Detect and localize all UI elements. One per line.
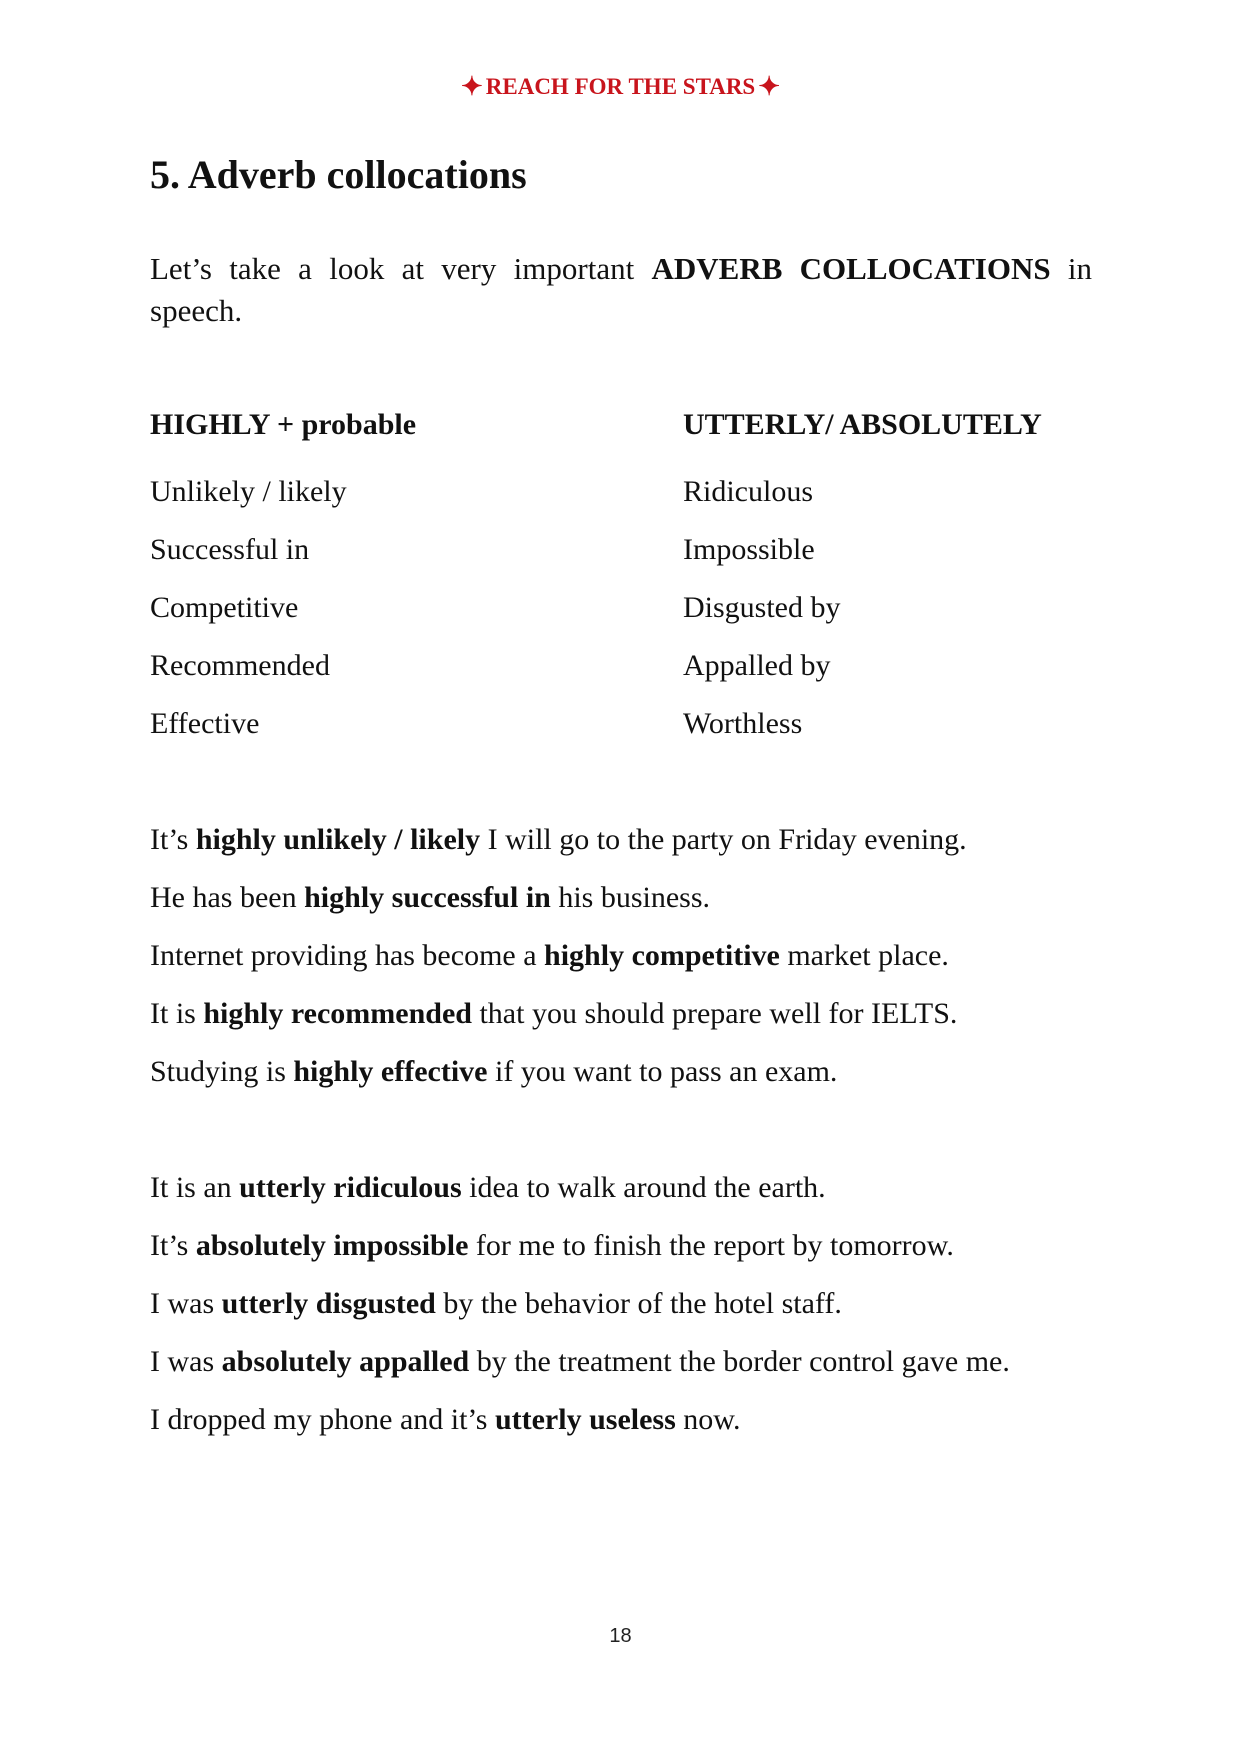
example-collocation: absolutely impossible [195,1229,469,1262]
star-right-icon: ✦ [758,72,781,101]
examples-utterly [150,1159,1110,1449]
collocation-column-highly [150,405,416,753]
section-title: 5. Adverb collocations [150,152,527,197]
intro-text-before: Let’s take a look at very important [150,251,652,286]
collocation-item: Recommended [150,649,330,682]
example-text: that you should prepare well for IELTS. [471,997,958,1030]
example-text: He has been [150,881,305,914]
example-collocation: highly recommended [203,997,472,1030]
example-text: his business. [550,881,711,914]
example-collocation: utterly useless [494,1403,676,1436]
example-text: idea to walk around the earth. [461,1171,826,1204]
example-sentence [150,1333,1110,1391]
example-collocation: highly competitive [544,939,780,972]
column-list-highly [150,463,416,753]
example-text: Studying is [150,1055,294,1088]
example-sentence [150,869,1110,927]
collocation-item: Ridiculous [683,475,814,508]
intro-text-bold: ADVERB COLLOCATIONS [651,251,1051,286]
example-text: It’s [150,823,196,856]
example-sentence [150,927,1110,985]
example-text: I dropped my phone and it’s [150,1403,495,1436]
collocation-item: Impossible [683,533,815,566]
example-text: It is an [150,1171,240,1204]
example-text: by the treatment the border control gave me. [469,1345,1010,1378]
collocation-item: Unlikely / likely [150,475,347,508]
example-sentence [150,985,1110,1043]
example-text: Internet providing has become a [150,939,545,972]
example-collocation: highly unlikely / likely [195,823,481,856]
page-number: 18 [609,1625,632,1647]
example-sentence [150,811,1110,869]
example-text: It’s [150,1229,196,1262]
example-sentence [150,1159,1110,1217]
column-list-utterly [683,463,1042,753]
intro-paragraph [150,248,1092,332]
example-text: market place. [779,939,949,972]
example-text: I was [150,1287,222,1320]
examples-highly [150,811,1110,1101]
running-header [0,72,1241,102]
collocation-item: Appalled by [683,649,831,682]
collocation-item: Worthless [683,707,803,740]
intro-text-after: in speech. [150,251,1092,328]
example-text: I will go to the party on Friday evening. [480,823,967,856]
collocation-item: Competitive [150,591,299,624]
example-collocation: highly effective [293,1055,488,1088]
example-collocation: absolutely appalled [221,1345,470,1378]
example-collocation: utterly ridiculous [239,1171,462,1204]
collocation-item: Successful in [150,533,310,566]
example-text: by the behavior of the hotel staff. [435,1287,842,1320]
example-collocation: highly successful in [304,881,551,914]
example-sentence [150,1275,1110,1333]
example-sentence [150,1391,1110,1449]
example-text: I was [150,1345,222,1378]
example-text: now. [675,1403,741,1436]
example-sentence [150,1043,1110,1101]
collocation-column-utterly [683,405,1042,753]
star-left-icon: ✦ [460,72,483,101]
running-header-text: REACH FOR THE STARS [485,74,756,99]
collocation-item: Disgusted by [683,591,841,624]
example-text: It is [150,997,204,1030]
column-heading-utterly: UTTERLY/ ABSOLUTELY [683,408,1042,441]
example-text: if you want to pass an exam. [487,1055,838,1088]
column-heading-highly: HIGHLY + probable [150,408,417,441]
example-collocation: utterly disgusted [221,1287,436,1320]
collocation-item: Effective [150,707,260,740]
example-text: for me to finish the report by tomorrow. [468,1229,954,1262]
example-sentence [150,1217,1110,1275]
